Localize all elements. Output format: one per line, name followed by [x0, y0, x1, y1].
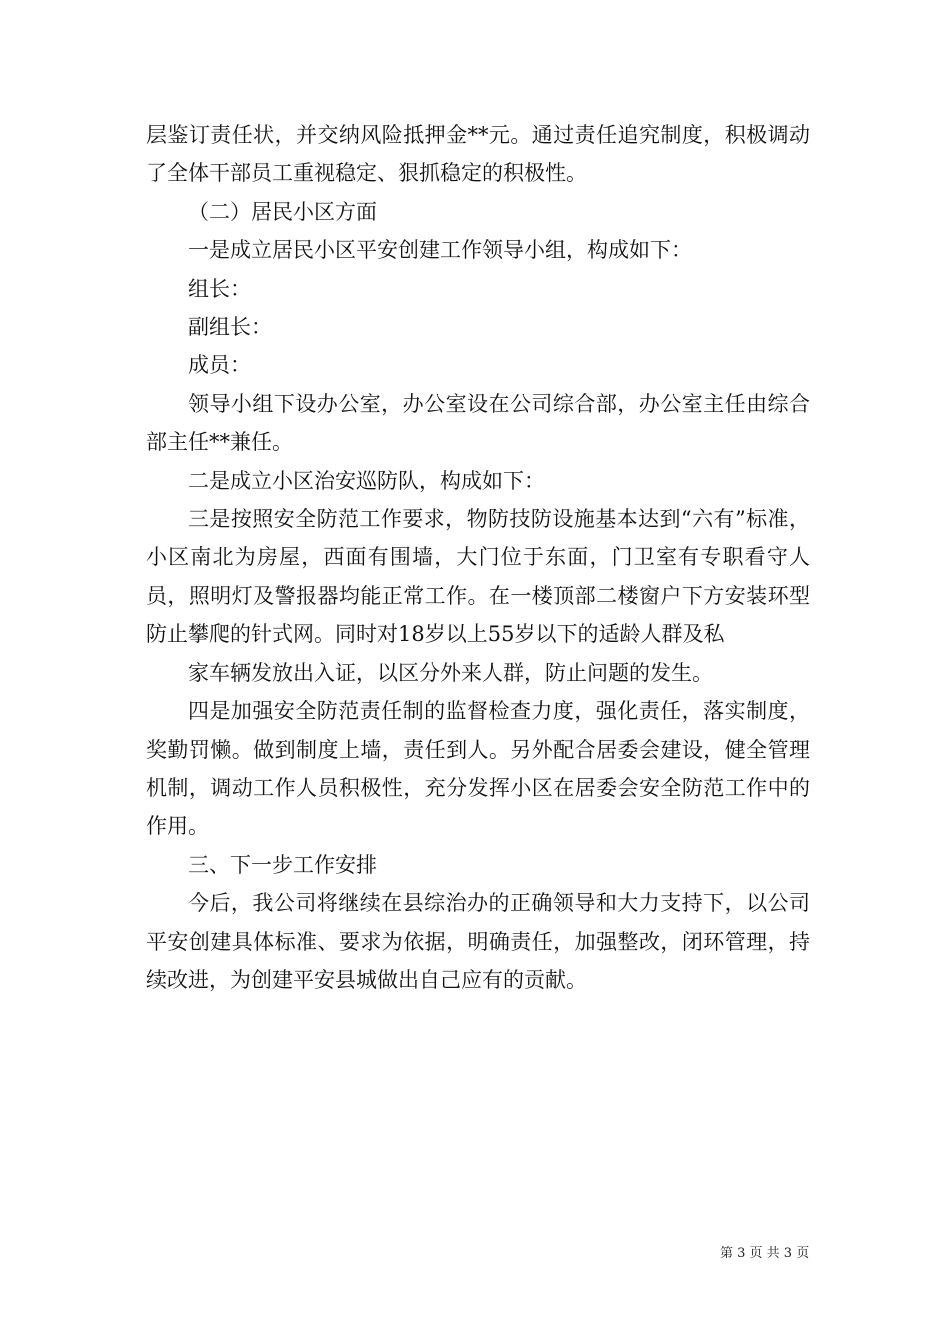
paragraph-leading-group: 一是成立居民小区平安创建工作领导小组，构成如下：: [188, 238, 692, 263]
paragraph-six-standards: 三是按照安全防范工作要求，物防技防设施基本达到“六有”标准，小区南北为房屋，西面有围墙，大门位于东面，门卫室有专职看守人员，照明灯及警报器均能正常工作。在一楼顶部二楼窗户下方安装环型防止攀爬的针式网。同时对18岁以上55岁以下的适龄人群及私: [146, 507, 810, 647]
section-heading-residential: （二）居民小区方面: [188, 199, 377, 224]
paragraph-members: 成员：: [188, 353, 251, 378]
paragraph-supervision: 四是加强安全防范责任制的监督检查力度，强化责任，落实制度，奖勤罚懒。做到制度上墙，责任到人。另外配合居委会建设，健全管理机制，调动工作人员积极性，充分发挥小区在居委会安全防范工作中的作用。: [146, 699, 810, 839]
paragraph-entry-pass: 家车辆发放出入证，以区分外来人群，防止问题的发生。: [188, 660, 713, 685]
paragraph-patrol-team: 二是成立小区治安巡防队，构成如下：: [188, 468, 545, 493]
paragraph-office: 领导小组下设办公室，办公室设在公司综合部，办公室主任由综合部主任**兼任。: [146, 391, 810, 455]
paragraph-deputy-leader: 副组长：: [188, 315, 272, 340]
paragraph-responsibility-deposit: 层鉴订责任状，并交纳风险抵押金**元。通过责任追究制度，积极调动了全体干部员工重视稳定、狠抓稳定的积极性。: [146, 123, 810, 186]
section-heading-next-steps: 三、下一步工作安排: [188, 852, 377, 877]
document-body: [146, 116, 810, 999]
page-number-footer: 第 3 页 共 3 页: [720, 1246, 810, 1261]
paragraph-group-leader: 组长：: [188, 276, 251, 301]
paragraph-future-work: 今后，我公司将继续在县综治办的正确领导和大力支持下，以公司平安创建具体标准、要求为依据，明确责任，加强整改，闭环管理，持续改进，为创建平安县城做出自己应有的贡献。: [146, 891, 810, 992]
